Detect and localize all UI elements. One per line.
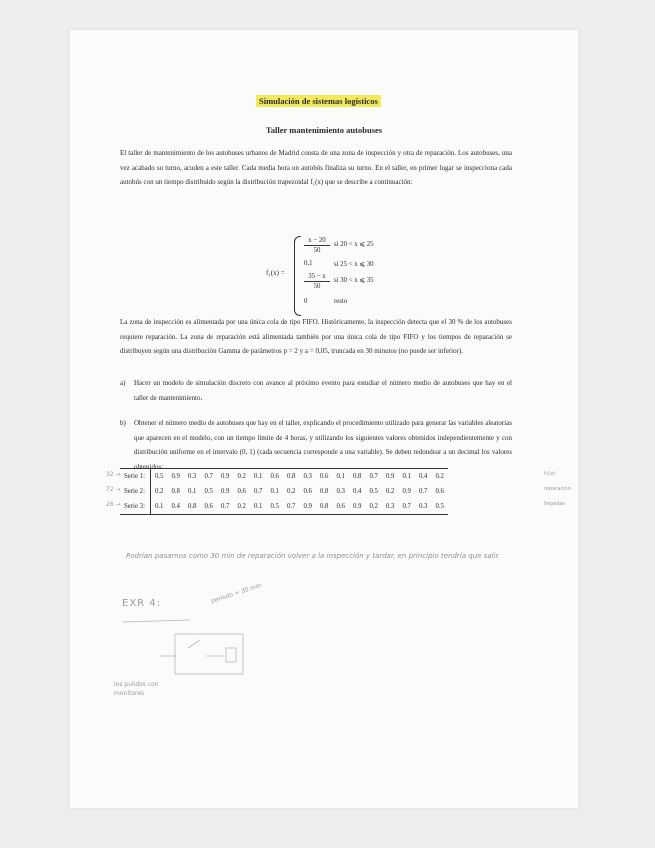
formula-denominator-1: 50 (313, 247, 321, 254)
item-b-label: b) (120, 419, 126, 427)
table-cell: 0.6 (237, 488, 246, 495)
table-cell: 0.3 (415, 499, 432, 515)
row-mark-1: 32 → (106, 471, 121, 478)
table-cell: 0.3 (382, 499, 399, 515)
table-cell: 0.8 (316, 499, 333, 515)
table-cell: 0.9 (299, 499, 316, 515)
table-cell: 0.9 (220, 488, 230, 495)
exercise-label: EXR 4: (122, 598, 162, 609)
formula-fraction-3 (304, 272, 330, 291)
table-cell: 0.8 (349, 469, 366, 485)
item-a-label: a) (120, 379, 126, 387)
table-row (120, 499, 448, 515)
random-values-body (120, 469, 448, 515)
table-cell: 0.8 (319, 488, 329, 495)
document-subtitle: Taller mantenimiento autobuses (265, 125, 383, 135)
diagram-label: los pulidos con monitores (114, 681, 159, 697)
table-row (120, 484, 448, 499)
sketch-gate (188, 640, 200, 648)
table-cell: 0.2 (431, 469, 448, 485)
table-cell: 0.7 (283, 499, 300, 515)
table-cell: 0.2 (233, 499, 250, 515)
table-cell: 0.9 (349, 499, 366, 515)
formula-condition-4: resto (334, 298, 348, 305)
item-b (120, 416, 512, 471)
table-cell: 0.5 (150, 469, 167, 485)
right-note-3: llegadas (544, 501, 565, 507)
table-cell: 0.3 (299, 469, 316, 485)
table-cell: 0.6 (435, 488, 444, 495)
table-cell: 0.4 (415, 469, 432, 485)
table-cell: 0.1 (187, 488, 197, 495)
pencil-sketch (120, 612, 310, 722)
table-cell: 0.6 (303, 488, 312, 495)
formula-condition-3: si 30 < x ⩽ 35 (334, 277, 374, 284)
formula-brace (294, 236, 301, 316)
series-name: Serie 3: (120, 499, 150, 515)
side-note: periodo = 30 min (210, 582, 263, 605)
random-values-table (120, 468, 448, 515)
table-cell: 0.1 (250, 469, 267, 485)
table-cell: 0.7 (253, 488, 263, 495)
table-cell: 0.9 (217, 469, 234, 485)
formula-numerator-3: 35 − x (304, 272, 330, 282)
series-name: Serie 1: (120, 469, 150, 485)
table-cell: 0.5 (266, 499, 283, 515)
table-cell: 0.7 (200, 469, 217, 485)
table-cell: 0.5 (204, 488, 213, 495)
table-cell: 0.6 (200, 499, 217, 515)
table-cell: 0.2 (154, 488, 164, 495)
table-cell: 0.9 (382, 469, 399, 485)
series-name: Serie 2: (120, 484, 150, 499)
table-cell: 0.8 (171, 488, 180, 495)
table-cell: 0.7 (217, 499, 234, 515)
table-cell: 0.6 (266, 469, 283, 485)
row-mark-3: 26 → (106, 501, 121, 508)
table-cell: 0.8 (184, 499, 201, 515)
body-paragraph: La zona de inspección es alimentada por una única cola de tipo FIFO. Históricamente, la inspección detecta que el 30 % de los autobuses requiere reparación. La zona de reparación está alimentada también por una única cola de tipo FIFO y los tiempos de reparación se distribuyen según una distribución Gamma de parámetros p = 2 y a = 0,05, truncada en 30 minutos (no puede ser inferior). (120, 318, 512, 355)
sketch-box (175, 634, 243, 674)
table-cell: 0.7 (418, 488, 428, 495)
formula-lhs: f₁(x) = (266, 269, 285, 277)
table-cell: 0.2 (286, 488, 296, 495)
formula-condition-2: si 25 < x ⩽ 30 (334, 261, 374, 268)
table-cell: 0.1 (332, 469, 349, 485)
table-cell: 0.5 (369, 488, 378, 495)
table-cell: 0.7 (365, 469, 382, 485)
formula-expr-2: 0,1 (304, 260, 313, 267)
table-cell: 0.4 (167, 499, 184, 515)
item-a (120, 376, 512, 408)
table-cell: 0.6 (316, 469, 333, 485)
title-highlight: Simulación de sistemas logísticos (256, 95, 381, 107)
handwritten-note: Podrían pasarnos como 30 min de reparación volver a la inspección y tardar, en principio tendría que salir. (126, 552, 500, 560)
sketch-underline (122, 620, 190, 622)
table-row (120, 469, 448, 485)
right-note-1: f₁(x) (544, 471, 556, 477)
row-mark-2: 72 → (106, 486, 121, 493)
paper-sheet (70, 30, 578, 808)
table-cell: 0.3 (184, 469, 201, 485)
table-cell: 0.1 (270, 488, 279, 495)
table-cell: 0.3 (336, 488, 345, 495)
formula-condition-1: si 20 < x ⩽ 25 (334, 241, 374, 248)
table-cell: 0.1 (250, 499, 267, 515)
document-title (256, 96, 381, 106)
trapezoidal-formula (266, 236, 426, 316)
table-cell: 0.9 (167, 469, 184, 485)
item-b-text: Obtener el número medio de autobuses que hay en el taller, explicando el procedimiento utilizado para generar las variables aleatorias que aparecen en el modelo, con un tiempo límite de 4 horas, y utilizando los siguientes valores obtenidos independientemente y con distribución uniforme en el intervalo (0, 1) (cada secuencia corresponde a una variable). Se deben redondear a un decimal los valores obtenidos: (134, 419, 512, 471)
table-cell: 0.9 (402, 488, 411, 495)
table-cell: 0.8 (283, 469, 300, 485)
table-cell: 0.5 (431, 499, 448, 515)
sketch-server (226, 648, 236, 662)
table-cell: 0.1 (150, 499, 167, 515)
table-cell: 0.4 (352, 488, 362, 495)
formula-denominator-3: 50 (313, 283, 321, 290)
intro-paragraph: El taller de mantenimiento de los autobuses urbanos de Madrid consta de una zona de inspección y otra de reparación. Los autobuses, una vez acabado su turno, acuden a este taller. Cada media hora un autobús finaliza su turno. En el taller, en primer lugar se inspecciona cada autobús con un tiempo distribuido según la distribución trapezoidal f₁(x) que se describe a continuación: (120, 149, 512, 186)
table-cell: 0.6 (332, 499, 349, 515)
table-cell: 0.1 (398, 469, 415, 485)
right-note-2: reparación (544, 486, 571, 492)
item-a-text: Hacer un modelo de simulación discreto con avance al próximo evento para estudiar el número medio de autobuses que hay en el taller de mantenimiento. (134, 379, 512, 402)
table-cell: 0.7 (398, 499, 415, 515)
table-cell: 0.2 (365, 499, 382, 515)
formula-numerator-1: x − 20 (304, 236, 330, 246)
table-cell: 0.2 (385, 488, 395, 495)
table-cell: 0.2 (233, 469, 250, 485)
formula-expr-4: 0 (304, 298, 308, 305)
formula-fraction-1 (304, 236, 330, 255)
